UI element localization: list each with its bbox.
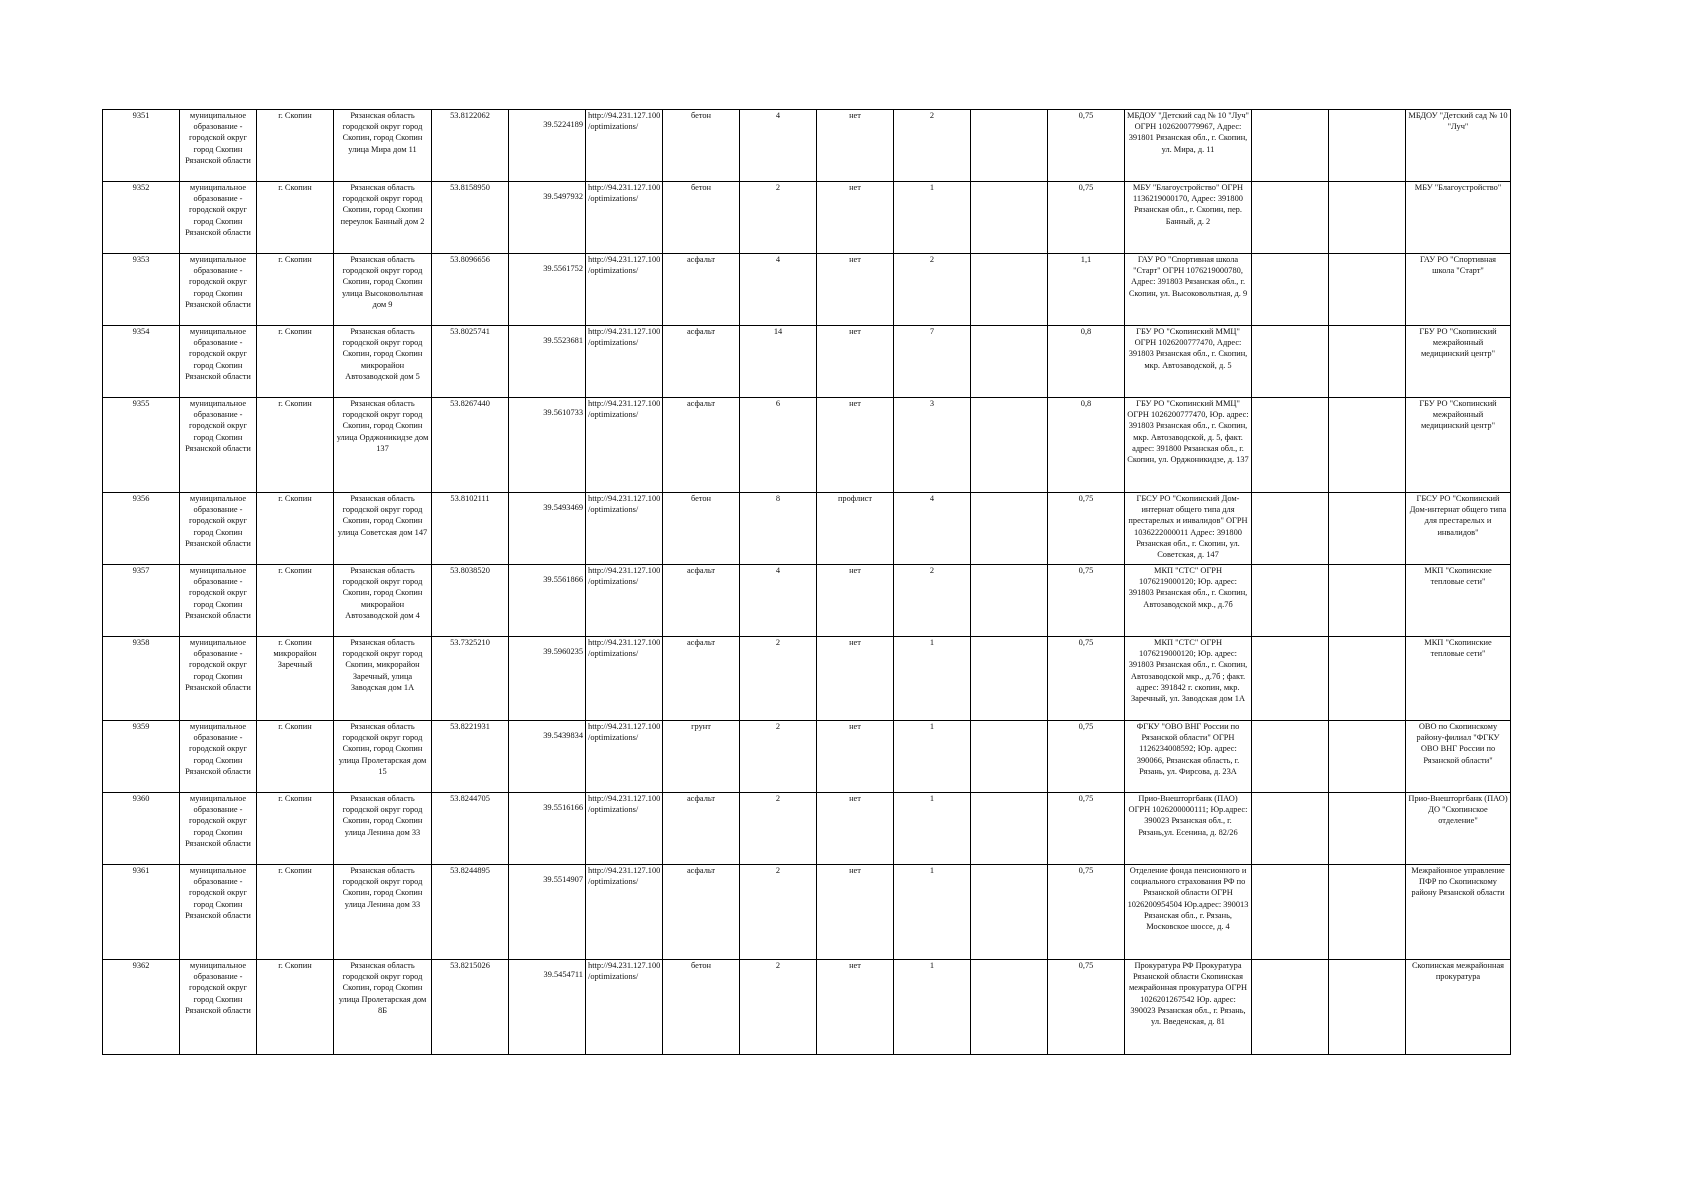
cell-url: http://94.231.127.100/optimizations/ <box>586 793 663 865</box>
cell-fence: нет <box>817 398 894 493</box>
cell-container-volume: 0,8 <box>1048 398 1125 493</box>
cell-locality: г. Скопин <box>257 793 334 865</box>
cell-municipality: муниципальное образование - городской округ город Скопин Рязанской области <box>180 182 257 254</box>
cell-fence: нет <box>817 793 894 865</box>
cell-waste-source: МБДОУ "Детский сад № 10 "Луч" <box>1406 110 1511 182</box>
cell-address: Рязанская область городской округ город Скопин, город Скопин улица Мира дом 11 <box>334 110 432 182</box>
cell-empty <box>971 960 1048 1055</box>
cell-surface-type: асфальт <box>663 637 740 721</box>
cell-area: 2 <box>740 637 817 721</box>
cell-empty <box>1252 960 1329 1055</box>
cell-area: 4 <box>740 254 817 326</box>
cell-empty <box>1329 565 1406 637</box>
cell-longitude: 39.5523681 <box>509 326 586 398</box>
cell-area: 2 <box>740 182 817 254</box>
cell-url: http://94.231.127.100/optimizations/ <box>586 865 663 960</box>
cell-locality: г. Скопин <box>257 960 334 1055</box>
cell-area: 4 <box>740 565 817 637</box>
cell-surface-type: бетон <box>663 960 740 1055</box>
cell-container-count: 2 <box>894 254 971 326</box>
cell-url: http://94.231.127.100/optimizations/ <box>586 565 663 637</box>
cell-fence: нет <box>817 865 894 960</box>
table-row <box>103 865 1511 960</box>
table-row <box>103 793 1511 865</box>
cell-empty <box>1252 493 1329 565</box>
cell-locality: г. Скопин <box>257 493 334 565</box>
cell-waste-source: МКП "Скопинские тепловые сети" <box>1406 565 1511 637</box>
cell-container-volume: 1,1 <box>1048 254 1125 326</box>
cell-surface-type: асфальт <box>663 398 740 493</box>
cell-longitude: 39.5960235 <box>509 637 586 721</box>
cell-latitude: 53.8025741 <box>432 326 509 398</box>
cell-latitude: 53.8122062 <box>432 110 509 182</box>
cell-empty <box>1329 182 1406 254</box>
cell-container-volume: 0,75 <box>1048 637 1125 721</box>
cell-area: 2 <box>740 793 817 865</box>
table-row <box>103 493 1511 565</box>
table-row <box>103 637 1511 721</box>
cell-empty <box>1252 565 1329 637</box>
cell-owner-details: ГАУ РО "Спортивная школа "Старт" ОГРН 1076219000780, Адрес: 391803 Рязанская обл., г. Скопин, ул. Высоковольтная, д. 9 <box>1125 254 1252 326</box>
cell-waste-source: ГБУ РО "Скопинский межрайонный медицинский центр" <box>1406 326 1511 398</box>
cell-latitude: 53.8244705 <box>432 793 509 865</box>
cell-latitude: 53.8038520 <box>432 565 509 637</box>
cell-waste-source: ОВО по Скопинскому району-филиал "ФГКУ ОВО ВНГ России по Рязанской области" <box>1406 721 1511 793</box>
cell-waste-source: Межрайонное управление ПФР по Скопинскому району Рязанской области <box>1406 865 1511 960</box>
cell-fence: нет <box>817 721 894 793</box>
cell-empty <box>1252 637 1329 721</box>
cell-empty <box>971 110 1048 182</box>
cell-surface-type: грунт <box>663 721 740 793</box>
cell-surface-type: асфальт <box>663 793 740 865</box>
cell-surface-type: бетон <box>663 182 740 254</box>
cell-municipality: муниципальное образование - городской округ город Скопин Рязанской области <box>180 865 257 960</box>
cell-latitude: 53.8221931 <box>432 721 509 793</box>
cell-longitude: 39.5493469 <box>509 493 586 565</box>
cell-area: 14 <box>740 326 817 398</box>
cell-waste-source: ГБСУ РО "Скопинский Дом-интернат общего типа для престарелых и инвалидов" <box>1406 493 1511 565</box>
cell-area: 2 <box>740 960 817 1055</box>
cell-owner-details: ГБСУ РО "Скопинский Дом-интернат общего типа для престарелых и инвалидов" ОГРН 1036222000011 Адрес: 391800 Рязанская обл., г. Скопин, ул. Советская, д. 147 <box>1125 493 1252 565</box>
cell-longitude: 39.5561752 <box>509 254 586 326</box>
cell-empty <box>1329 326 1406 398</box>
cell-waste-source: ГАУ РО "Спортивная школа "Старт" <box>1406 254 1511 326</box>
cell-record-number: 9354 <box>103 326 180 398</box>
cell-empty <box>1329 960 1406 1055</box>
cell-empty <box>971 493 1048 565</box>
cell-container-volume: 0,75 <box>1048 721 1125 793</box>
cell-area: 8 <box>740 493 817 565</box>
table-body <box>103 110 1511 1055</box>
cell-empty <box>971 398 1048 493</box>
cell-container-volume: 0,75 <box>1048 182 1125 254</box>
cell-owner-details: МБДОУ "Детский сад № 10 "Луч" ОГРН 1026200779967, Адрес: 391801 Рязанская обл., г. Скопин, ул. Мира, д. 11 <box>1125 110 1252 182</box>
cell-longitude: 39.5224189 <box>509 110 586 182</box>
cell-longitude: 39.5454711 <box>509 960 586 1055</box>
cell-fence: нет <box>817 637 894 721</box>
table-row <box>103 398 1511 493</box>
cell-container-volume: 0,75 <box>1048 793 1125 865</box>
cell-empty <box>1329 793 1406 865</box>
cell-container-count: 1 <box>894 182 971 254</box>
cell-url: http://94.231.127.100/optimizations/ <box>586 398 663 493</box>
cell-fence: нет <box>817 182 894 254</box>
cell-surface-type: бетон <box>663 110 740 182</box>
cell-empty <box>1329 398 1406 493</box>
cell-empty <box>971 565 1048 637</box>
cell-container-volume: 0,75 <box>1048 865 1125 960</box>
cell-locality: г. Скопин <box>257 182 334 254</box>
cell-record-number: 9359 <box>103 721 180 793</box>
cell-fence: нет <box>817 254 894 326</box>
cell-empty <box>971 254 1048 326</box>
cell-waste-source: МБУ "Благоустройство" <box>1406 182 1511 254</box>
cell-area: 2 <box>740 721 817 793</box>
cell-container-count: 1 <box>894 960 971 1055</box>
cell-municipality: муниципальное образование - городской округ город Скопин Рязанской области <box>180 960 257 1055</box>
cell-empty <box>971 865 1048 960</box>
cell-record-number: 9357 <box>103 565 180 637</box>
cell-url: http://94.231.127.100/optimizations/ <box>586 254 663 326</box>
cell-container-count: 3 <box>894 398 971 493</box>
cell-empty <box>1329 254 1406 326</box>
cell-owner-details: ГБУ РО "Скопинский ММЦ" ОГРН 1026200777470, Юр. адрес: 391803 Рязанская обл., г. Скопин, мкр. Автозаводской, д. 5, факт. адрес: 391800 Рязанская обл., г. Скопин, ул. Орджоникидзе, д. 137 <box>1125 398 1252 493</box>
cell-container-count: 1 <box>894 793 971 865</box>
cell-container-count: 2 <box>894 110 971 182</box>
table-row <box>103 721 1511 793</box>
cell-address: Рязанская область городской округ город Скопин, город Скопин микрорайон Автозаводской дом 4 <box>334 565 432 637</box>
cell-empty <box>1252 865 1329 960</box>
cell-latitude: 53.8215026 <box>432 960 509 1055</box>
cell-waste-source: ГБУ РО "Скопинский межрайонный медицинский центр" <box>1406 398 1511 493</box>
table-row <box>103 254 1511 326</box>
cell-latitude: 53.8244895 <box>432 865 509 960</box>
cell-url: http://94.231.127.100/optimizations/ <box>586 110 663 182</box>
cell-municipality: муниципальное образование - городской округ город Скопин Рязанской области <box>180 110 257 182</box>
cell-fence: нет <box>817 960 894 1055</box>
cell-municipality: муниципальное образование - городской округ город Скопин Рязанской области <box>180 565 257 637</box>
cell-fence: нет <box>817 326 894 398</box>
cell-empty <box>971 637 1048 721</box>
cell-waste-source: МКП "Скопинские тепловые сети" <box>1406 637 1511 721</box>
cell-record-number: 9356 <box>103 493 180 565</box>
cell-record-number: 9362 <box>103 960 180 1055</box>
cell-owner-details: Прокуратура РФ Прокуратура Рязанской области Скопинская межрайонная прокуратура ОГРН 1026201267542 Юр. адрес: 390023 Рязанская обл., г. Рязань, ул. Введенская, д. 81 <box>1125 960 1252 1055</box>
cell-fence: нет <box>817 565 894 637</box>
cell-fence: профлист <box>817 493 894 565</box>
cell-record-number: 9355 <box>103 398 180 493</box>
cell-locality: г. Скопин <box>257 254 334 326</box>
cell-owner-details: МКП "СТС" ОГРН 1076219000120; Юр. адрес: 391803 Рязанская обл., г. Скопин, Автозаводской мкр., д.7б ; факт. адрес: 391842 г. скопин, мкр. Заречный, ул. Заводская дом 1А <box>1125 637 1252 721</box>
cell-municipality: муниципальное образование - городской округ город Скопин Рязанской области <box>180 793 257 865</box>
cell-container-count: 2 <box>894 565 971 637</box>
cell-empty <box>1329 865 1406 960</box>
cell-container-volume: 0,8 <box>1048 326 1125 398</box>
cell-surface-type: асфальт <box>663 865 740 960</box>
cell-locality: г. Скопин <box>257 326 334 398</box>
cell-empty <box>1252 110 1329 182</box>
cell-surface-type: бетон <box>663 493 740 565</box>
cell-container-volume: 0,75 <box>1048 565 1125 637</box>
cell-longitude: 39.5439834 <box>509 721 586 793</box>
cell-locality: г. Скопин <box>257 865 334 960</box>
cell-longitude: 39.5516166 <box>509 793 586 865</box>
cell-municipality: муниципальное образование - городской округ город Скопин Рязанской области <box>180 398 257 493</box>
cell-latitude: 53.8267440 <box>432 398 509 493</box>
cell-container-count: 7 <box>894 326 971 398</box>
cell-owner-details: МКП "СТС" ОГРН 1076219000120; Юр. адрес: 391803 Рязанская обл., г. Скопин, Автозаводской мкр., д.7б <box>1125 565 1252 637</box>
cell-record-number: 9353 <box>103 254 180 326</box>
cell-empty <box>1252 254 1329 326</box>
cell-surface-type: асфальт <box>663 565 740 637</box>
cell-empty <box>1252 721 1329 793</box>
cell-latitude: 53.7325210 <box>432 637 509 721</box>
cell-empty <box>1252 182 1329 254</box>
cell-url: http://94.231.127.100/optimizations/ <box>586 637 663 721</box>
cell-longitude: 39.5610733 <box>509 398 586 493</box>
cell-empty <box>1329 637 1406 721</box>
cell-owner-details: ФГКУ "ОВО ВНГ России по Рязанской области" ОГРН 1126234008592; Юр. адрес: 390066, Рязанская область, г. Рязань, ул. Фирсова, д. 23А <box>1125 721 1252 793</box>
cell-empty <box>971 721 1048 793</box>
cell-area: 2 <box>740 865 817 960</box>
table-row <box>103 565 1511 637</box>
cell-container-volume: 0,75 <box>1048 110 1125 182</box>
table-row <box>103 326 1511 398</box>
cell-container-volume: 0,75 <box>1048 960 1125 1055</box>
cell-empty <box>1329 110 1406 182</box>
cell-area: 6 <box>740 398 817 493</box>
cell-container-count: 4 <box>894 493 971 565</box>
cell-address: Рязанская область городской округ город Скопин, город Скопин улица Пролетарская дом 15 <box>334 721 432 793</box>
cell-container-count: 1 <box>894 721 971 793</box>
cell-municipality: муниципальное образование - городской округ город Скопин Рязанской области <box>180 326 257 398</box>
cell-locality: г. Скопин микрорайон Заречный <box>257 637 334 721</box>
cell-address: Рязанская область городской округ город Скопин, микрорайон Заречный, улица Заводская дом 1А <box>334 637 432 721</box>
cell-url: http://94.231.127.100/optimizations/ <box>586 493 663 565</box>
cell-latitude: 53.8158950 <box>432 182 509 254</box>
cell-fence: нет <box>817 110 894 182</box>
cell-empty <box>1329 493 1406 565</box>
cell-municipality: муниципальное образование - городской округ город Скопин Рязанской области <box>180 254 257 326</box>
cell-container-count: 1 <box>894 865 971 960</box>
table-row <box>103 110 1511 182</box>
cell-area: 4 <box>740 110 817 182</box>
cell-waste-source: Прио-Внешторгбанк (ПАО) ДО "Скопинское отделение" <box>1406 793 1511 865</box>
cell-longitude: 39.5561866 <box>509 565 586 637</box>
cell-surface-type: асфальт <box>663 254 740 326</box>
cell-waste-source: Скопинская межрайонная прокуратура <box>1406 960 1511 1055</box>
cell-empty <box>971 793 1048 865</box>
cell-locality: г. Скопин <box>257 398 334 493</box>
cell-empty <box>1252 326 1329 398</box>
table-row <box>103 960 1511 1055</box>
cell-empty <box>1329 721 1406 793</box>
cell-owner-details: МБУ "Благоустройство" ОГРН 1136219000170, Адрес: 391800 Рязанская обл., г. Скопин, пер. Банный, д. 2 <box>1125 182 1252 254</box>
cell-url: http://94.231.127.100/optimizations/ <box>586 960 663 1055</box>
cell-surface-type: асфальт <box>663 326 740 398</box>
cell-url: http://94.231.127.100/optimizations/ <box>586 721 663 793</box>
cell-container-volume: 0,75 <box>1048 493 1125 565</box>
cell-empty <box>971 182 1048 254</box>
cell-locality: г. Скопин <box>257 565 334 637</box>
cell-owner-details: Прио-Внешторгбанк (ПАО) ОГРН 1026200000111; Юр.адрес: 390023 Рязанская обл., г. Рязань,ул. Есенина, д. 82/26 <box>1125 793 1252 865</box>
cell-url: http://94.231.127.100/optimizations/ <box>586 326 663 398</box>
cell-url: http://94.231.127.100/optimizations/ <box>586 182 663 254</box>
cell-record-number: 9352 <box>103 182 180 254</box>
cell-owner-details: ГБУ РО "Скопинский ММЦ" ОГРН 1026200777470, Адрес: 391803 Рязанская обл., г. Скопин, мкр. Автозаводской, д. 5 <box>1125 326 1252 398</box>
cell-address: Рязанская область городской округ город Скопин, город Скопин улица Ленина дом 33 <box>334 793 432 865</box>
cell-address: Рязанская область городской округ город Скопин, город Скопин улица Высоковольтная дом 9 <box>334 254 432 326</box>
cell-owner-details: Отделение фонда пенсионного и социального страхования РФ по Рязанской области ОГРН 1026200954504 Юр.адрес: 390013 Рязанская обл., г. Рязань, Московское шоссе, д. 4 <box>1125 865 1252 960</box>
cell-empty <box>1252 793 1329 865</box>
cell-container-count: 1 <box>894 637 971 721</box>
cell-address: Рязанская область городской округ город Скопин, город Скопин улица Ленина дом 33 <box>334 865 432 960</box>
cell-address: Рязанская область городской округ город Скопин, город Скопин микрорайон Автозаводской дом 5 <box>334 326 432 398</box>
registry-table <box>102 109 1511 1055</box>
cell-longitude: 39.5497932 <box>509 182 586 254</box>
cell-address: Рязанская область городской округ город Скопин, город Скопин улица Советская дом 147 <box>334 493 432 565</box>
cell-record-number: 9361 <box>103 865 180 960</box>
cell-locality: г. Скопин <box>257 110 334 182</box>
cell-address: Рязанская область городской округ город Скопин, город Скопин улица Орджоникидзе дом 137 <box>334 398 432 493</box>
cell-municipality: муниципальное образование - городской округ город Скопин Рязанской области <box>180 637 257 721</box>
cell-municipality: муниципальное образование - городской округ город Скопин Рязанской области <box>180 721 257 793</box>
cell-address: Рязанская область городской округ город Скопин, город Скопин переулок Банный дом 2 <box>334 182 432 254</box>
cell-locality: г. Скопин <box>257 721 334 793</box>
cell-latitude: 53.8096656 <box>432 254 509 326</box>
cell-latitude: 53.8102111 <box>432 493 509 565</box>
cell-record-number: 9360 <box>103 793 180 865</box>
cell-longitude: 39.5514907 <box>509 865 586 960</box>
cell-empty <box>1252 398 1329 493</box>
table-row <box>103 182 1511 254</box>
cell-record-number: 9351 <box>103 110 180 182</box>
cell-address: Рязанская область городской округ город Скопин, город Скопин улица Пролетарская дом 8Б <box>334 960 432 1055</box>
cell-record-number: 9358 <box>103 637 180 721</box>
cell-empty <box>971 326 1048 398</box>
cell-municipality: муниципальное образование - городской округ город Скопин Рязанской области <box>180 493 257 565</box>
